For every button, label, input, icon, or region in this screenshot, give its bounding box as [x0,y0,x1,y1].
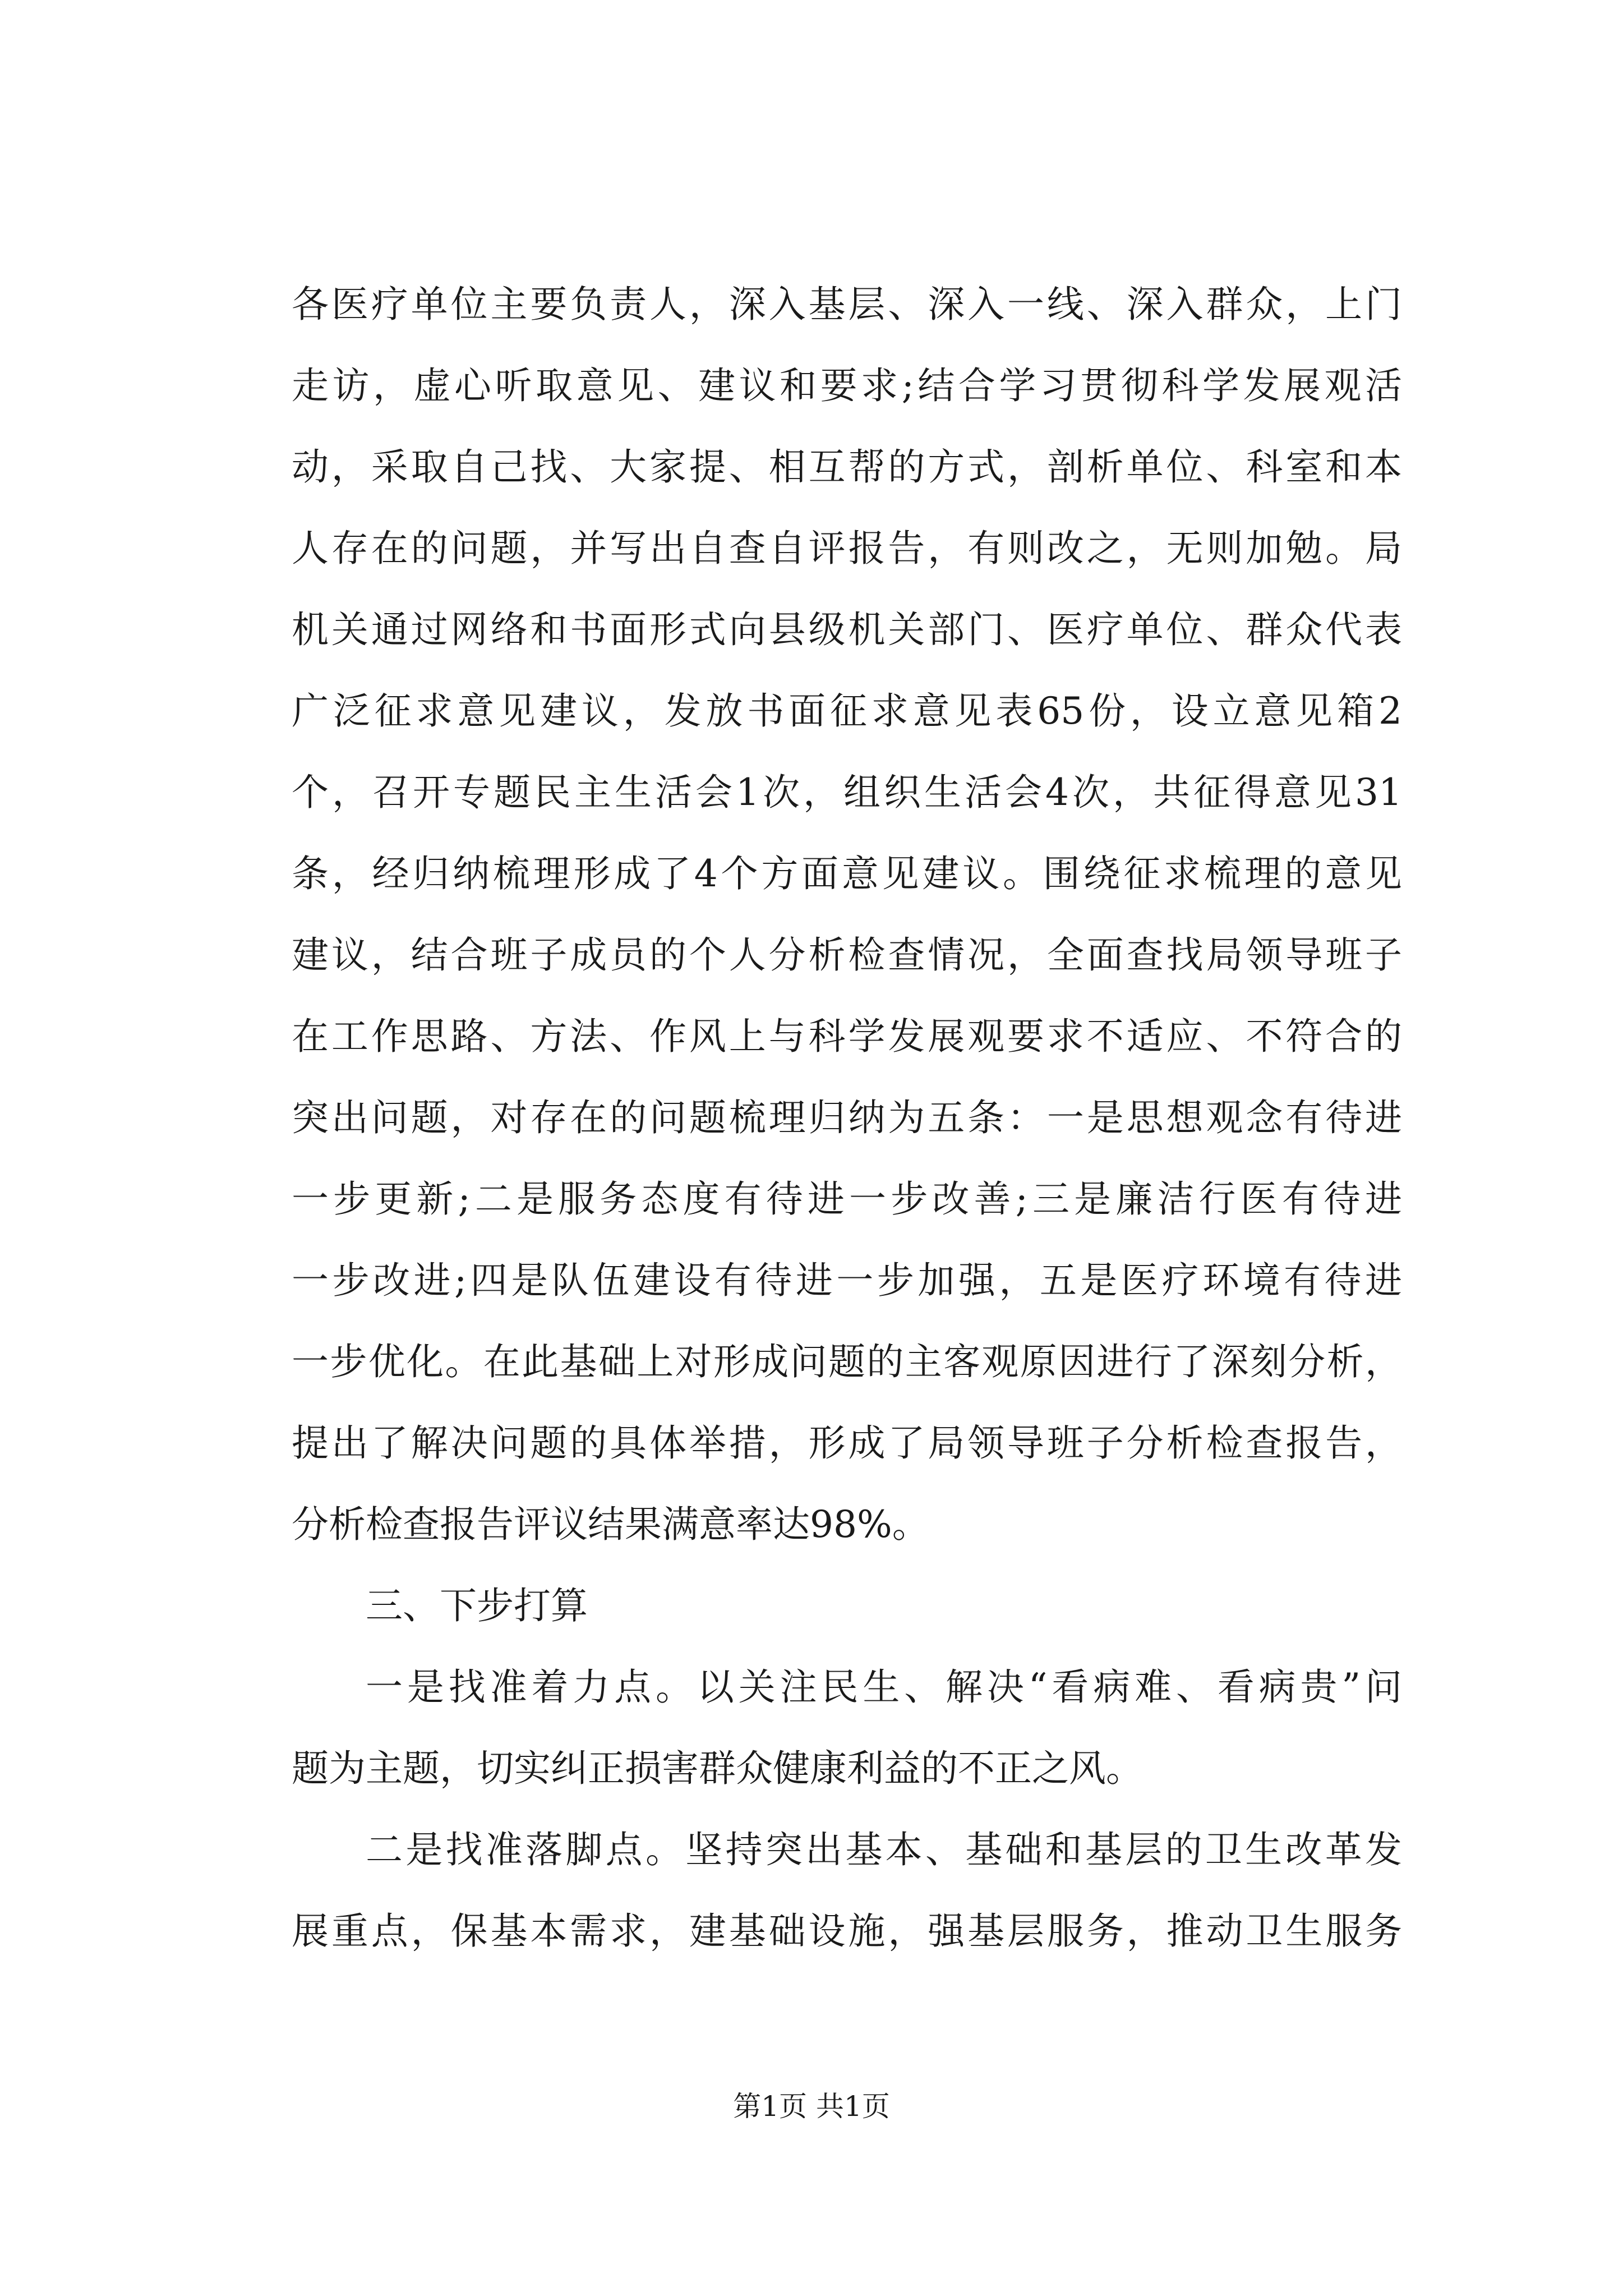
text-line: 一步更新;二是服务态度有待进一步改善;三是廉洁行医有待进 [292,1177,1402,1221]
text-line: 提出了解决问题的具体举措，形成了局领导班子分析检查报告， [292,1421,1402,1465]
paragraph-line: 二是找准落脚点。坚持突出基本、基础和基层的卫生改革发 [366,1828,1402,1871]
text-line: 一步优化。在此基础上对形成问题的主客观原因进行了深刻分析， [292,1340,1402,1383]
paragraph-line: 题为主题，切实纠正损害群众健康利益的不正之风。 [292,1747,1143,1790]
text-line: 个，召开专题民主生活会1次，组织生活会4次，共征得意见31 [292,771,1402,814]
text-line: 机关通过网络和书面形式向县级机关部门、医疗单位、群众代表 [292,608,1402,651]
text-line: 一步改进;四是队伍建设有待进一步加强，五是医疗环境有待进 [292,1259,1402,1302]
text-line: 条，经归纳梳理形成了4个方面意见建议。围绕征求梳理的意见 [292,852,1402,895]
text-line: 广泛征求意见建议，发放书面征求意见表65份，设立意见箱2 [292,689,1402,733]
text-line: 动，采取自己找、大家提、相互帮的方式，剖析单位、科室和本 [292,445,1402,489]
text-line: 在工作思路、方法、作风上与科学发展观要求不适应、不符合的 [292,1015,1402,1058]
text-line: 突出问题，对存在的问题梳理归纳为五条：一是思想观念有待进 [292,1096,1402,1139]
paragraph-line: 展重点，保基本需求，建基础设施，强基层服务，推动卫生服务 [292,1910,1402,1953]
text-line: 走访，虚心听取意见、建议和要求;结合学习贯彻科学发展观活 [292,364,1402,407]
text-line: 分析检查报告评议结果满意率达98%。 [292,1503,929,1546]
text-line: 各医疗单位主要负责人，深入基层、深入一线、深入群众，上门 [292,283,1402,326]
text-line: 建议，结合班子成员的个人分析检查情况，全面查找局领导班子 [292,933,1402,977]
page-number-footer: 第1页 共1页 [733,2090,890,2123]
text-line: 人存在的问题，并写出自查自评报告，有则改之，无则加勉。局 [292,527,1402,570]
document-body [292,264,1402,1972]
section-heading: 三、下步打算 [366,1584,588,1627]
paragraph-line: 一是找准着力点。以关注民生、解决“看病难、看病贵”问 [366,1665,1402,1709]
